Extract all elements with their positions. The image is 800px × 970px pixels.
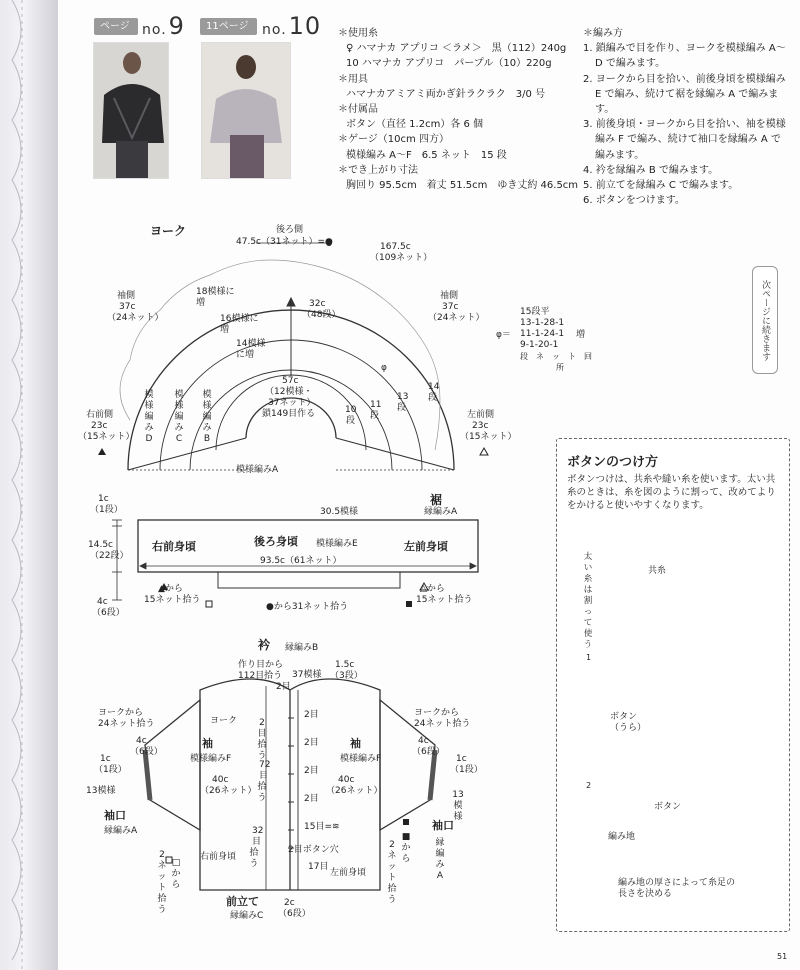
pick-72-c: 拾う <box>257 782 267 803</box>
sleeve-w-left: 40c <box>212 775 229 785</box>
hem-edge: 縁編みA <box>424 507 458 517</box>
same-yarn-label: 共糸 <box>648 566 667 576</box>
step-2-marker: 2 <box>586 781 592 790</box>
pick-32-b: 目 <box>252 837 262 847</box>
pick-32-c: 拾う <box>249 848 259 869</box>
cuff-left: 袖口 <box>104 809 126 822</box>
button-guide-text: ボタンつけは、共糸や縫い糸を使います。太い共糸のときは、糸を図のように割って、改めてよりをかけると使いやすくなります。 <box>567 474 776 511</box>
pattern-b: 模様編みB <box>202 390 212 444</box>
pick-square-right-2: 2ネット拾う <box>387 840 397 905</box>
rows-10b: 段 <box>346 416 356 426</box>
outer-length-label: 167.5c <box>380 242 411 252</box>
sleeve-w-right: 40c <box>338 775 355 785</box>
pick-square-left-2: 2ネット拾う <box>157 850 167 915</box>
button-label: ボタン <box>654 802 682 812</box>
pick-yoke-left: ヨークから <box>98 708 144 718</box>
band-width: 2c <box>284 898 295 908</box>
sleeve-right-label: 袖 <box>350 737 361 750</box>
left-front-label: 左前身頃 <box>404 540 448 553</box>
front-band-title: 前立て <box>226 895 259 908</box>
collar-height-b: （3段） <box>330 671 363 681</box>
button-back-label: ボタン <box>610 712 638 722</box>
pick-2-top-b: 拾う <box>257 740 267 761</box>
collar-title: 衿 <box>258 638 271 652</box>
right-front-label: 右前身頃 <box>152 540 196 553</box>
stitch-2-c: 2目 <box>304 738 319 748</box>
back-width-label: 47.5c（31ネット）=● <box>236 237 333 247</box>
collar-edge: 縁編みB <box>285 643 319 653</box>
edge-right: 1c <box>456 754 467 764</box>
edge-left-b: （1段） <box>94 765 127 775</box>
cast-on-2: 112目拾う <box>238 671 283 681</box>
instruction-step: 3. 前後身頃・ヨークから目を拾い、袖を模様編み F で編み、続けて袖口を縁編み A で編みます。 <box>583 119 786 161</box>
pick-square-right: ■から <box>401 832 411 864</box>
yoke-title: ヨーク <box>150 224 187 238</box>
cast-on: 作り目から <box>238 660 284 670</box>
stitch-2: 2目 <box>276 682 291 692</box>
materials-spec: ＊使用糸 ♀ ハマナカ アプリコ ＜ラメ＞ 黒（112）240g 10 ハマナカ アプリコ パープル（10）220g ＊用具 ハマナカアミアミ両かぎ針ラクラク 3/0 号 ＊付属品 ボタン（直径 1.2cm）各 6 個 ＊ゲージ（10cm 四方） 模様編み A〜F 6.5 ネット 15 段 ＊でき上がり寸法 胸回り 95.5cm 着丈 51.5cm ゆき丈約 46.5cm <box>338 28 579 192</box>
band-width-b: （6段） <box>278 909 311 919</box>
sleeve-side-left: 袖側 <box>117 291 136 301</box>
formula-increase: 増 <box>576 330 586 340</box>
formula-line: 15段平 <box>520 307 550 317</box>
thread-note: 編み地の厚さによって糸足の <box>618 878 736 888</box>
pick-square-left: □から <box>171 858 181 890</box>
hem-title: 裾 <box>430 493 443 507</box>
button-guide-box <box>556 438 790 932</box>
cuff-left-edge: 縁編みA <box>104 826 138 836</box>
height-1: 1c <box>98 494 109 504</box>
sleeve-left-label: 袖 <box>202 737 213 750</box>
pattern-number-right: no.10 <box>262 12 322 40</box>
buttonhole-label: 2目ボタン穴 <box>288 845 339 855</box>
instruction-step: 4. 衿を縁編み B で編みます。 <box>583 164 719 176</box>
rows-14: 14 <box>428 382 440 392</box>
instruction-step: 5. 前立てを縁編み C で編みます。 <box>583 180 739 192</box>
assembly-yoke: ヨーク <box>210 716 238 726</box>
cuff-right: 袖口 <box>432 819 454 832</box>
depth-rows: （48段） <box>302 310 341 320</box>
neck-pattern: （12模様・ <box>265 387 313 397</box>
page-tag-right: 11ページ <box>200 18 257 35</box>
instruction-step: 6. ボタンをつけます。 <box>583 195 685 207</box>
phi-mark: φ <box>381 363 387 373</box>
button-guide-title: ボタンのつけ方 <box>567 455 659 470</box>
stitch-2-b: 2目 <box>304 710 319 720</box>
cuff-h-left-b: （6段） <box>130 747 163 757</box>
next-page-tab: 次ページに続きます <box>752 266 778 374</box>
pick-32: 32 <box>252 826 264 836</box>
stitch-2-d: 2目 <box>304 766 319 776</box>
cuff-right-edge: 縁編みA <box>435 838 445 881</box>
height-2: 14.5c <box>88 540 113 550</box>
pattern-number-left: no.9 <box>142 12 185 40</box>
button-back-label-2: （うら） <box>610 723 647 733</box>
depth-c: 32c <box>309 299 326 309</box>
back-label: 後ろ身頃 <box>254 535 298 548</box>
neck-chain: 鎖149目作る <box>262 409 316 419</box>
instruction-step: 2. ヨークから目を拾い、前後身頃を模様編み E で編み、続けて裾を縁編み A で編みます。 <box>583 73 786 116</box>
cuff-h-left: 4c <box>136 736 147 746</box>
page-tag-left: ページ <box>94 18 138 35</box>
body-width: 93.5c（61ネット） <box>260 556 342 566</box>
formula-header: 段 ネ ッ ト 回 <box>520 352 592 361</box>
sleeve-left-pattern: 模様編みF <box>190 754 232 764</box>
pattern-d: 模様編みD <box>144 390 154 444</box>
rows-14b: 段 <box>428 393 438 403</box>
front-right-c: 23c <box>91 421 108 431</box>
rows-13b: 段 <box>397 403 407 413</box>
sleeve-side-right-c: 37c <box>442 302 459 312</box>
back-side-label: 後ろ側 <box>276 225 304 235</box>
height-3b: （6段） <box>92 608 125 618</box>
front-left-side: 左前側 <box>467 410 495 420</box>
pick-72: 72 <box>259 760 271 770</box>
stitch-17: 17目 <box>308 862 329 872</box>
stitch-15: 15目=≋ <box>304 822 340 832</box>
pick-center: ●から31ネット拾う <box>266 602 349 612</box>
body-pattern: 模様編みE <box>316 539 358 549</box>
rows-11b: 段 <box>370 411 380 421</box>
instruction-step: 1. 鎖編みで目を作り、ヨークを模様編み A〜D で編みます。 <box>583 43 786 70</box>
sleeve-w-right-b: （26ネット） <box>326 786 383 796</box>
height-1b: （1段） <box>90 505 123 515</box>
sleeve-side-right: 袖側 <box>440 291 459 301</box>
page-number: 51 <box>777 952 788 961</box>
pattern-13-right: 13模様 <box>452 790 464 822</box>
pick-yoke-right-2: 24ネット拾う <box>414 719 471 729</box>
rows-10: 10 <box>345 405 357 415</box>
front-right-side: 右前側 <box>86 410 114 420</box>
hem-width: 30.5模様 <box>320 507 359 517</box>
sleeve-side-left-net: （24ネット） <box>107 313 164 323</box>
cuff-h-right-b: （6段） <box>412 747 445 757</box>
collar-height: 1.5c <box>335 660 355 670</box>
sleeve-side-left-c: 37c <box>119 302 136 312</box>
step-1-marker: 1 <box>586 653 592 662</box>
rows-11: 11 <box>370 400 382 410</box>
increase-14: 14模様 <box>236 339 266 349</box>
height-2b: （22段） <box>90 551 129 561</box>
pick-left: ▲から <box>158 584 183 594</box>
neck-net: 37ネット） <box>268 398 316 408</box>
neck-c: 57c <box>282 376 299 386</box>
pick-yoke-right: ヨークから <box>414 708 460 718</box>
rows-13: 13 <box>397 392 409 402</box>
pick-yoke-left-2: 24ネット拾う <box>98 719 155 729</box>
split-note: 太い糸は割って使う <box>583 552 593 650</box>
sleeve-side-right-net: （24ネット） <box>428 313 485 323</box>
assembly-right-front: 右前身頃 <box>200 852 237 862</box>
instructions-title: ＊編み方 <box>583 28 623 39</box>
increase-16b: 増 <box>220 325 230 335</box>
sleeve-right-pattern: 模様編みF <box>340 754 382 764</box>
increase-18: 18模様に <box>196 287 235 297</box>
pick-72-b: 目 <box>259 771 269 781</box>
sleeve-w-left-b: （26ネット） <box>200 786 257 796</box>
formula-line: 13-1-28-1 <box>520 318 565 328</box>
cuff-h-right: 4c <box>418 736 429 746</box>
outer-net-label: （109ネット） <box>370 253 433 263</box>
edge-left: 1c <box>100 754 111 764</box>
increase-14b: に増 <box>236 350 255 360</box>
front-band-edge: 縁編みC <box>230 911 264 921</box>
front-left-net: （15ネット） <box>460 432 517 442</box>
pick-right: △から <box>420 584 445 594</box>
front-right-net: （15ネット） <box>78 432 135 442</box>
assembly-left-front: 左前身頃 <box>330 868 367 878</box>
pick-right-2: 15ネット拾う <box>416 595 473 605</box>
increase-18b: 増 <box>196 298 206 308</box>
front-left-c: 23c <box>472 421 489 431</box>
formula-line: 11-1-24-1 <box>520 329 565 339</box>
formula-header-2: 所 <box>556 363 564 372</box>
fabric-label: 編み地 <box>608 832 636 842</box>
pattern-13-left: 13模様 <box>86 786 116 796</box>
pick-2-top: 2目 <box>257 718 267 739</box>
formula-line: 9-1-20-1 <box>520 340 559 350</box>
stitch-2-e: 2目 <box>304 794 319 804</box>
edge-right-b: （1段） <box>450 765 483 775</box>
thread-note-2: 長さを決める <box>618 889 673 899</box>
pattern-a: 模様編みA <box>236 465 279 475</box>
pattern-37: 37模様 <box>292 670 322 680</box>
height-3: 4c <box>97 597 108 607</box>
pattern-c: 模様編みC <box>174 390 184 444</box>
increase-16: 16模様に <box>220 314 259 324</box>
pick-left-2: 15ネット拾う <box>144 595 201 605</box>
formula-lead: φ＝ <box>496 330 511 340</box>
